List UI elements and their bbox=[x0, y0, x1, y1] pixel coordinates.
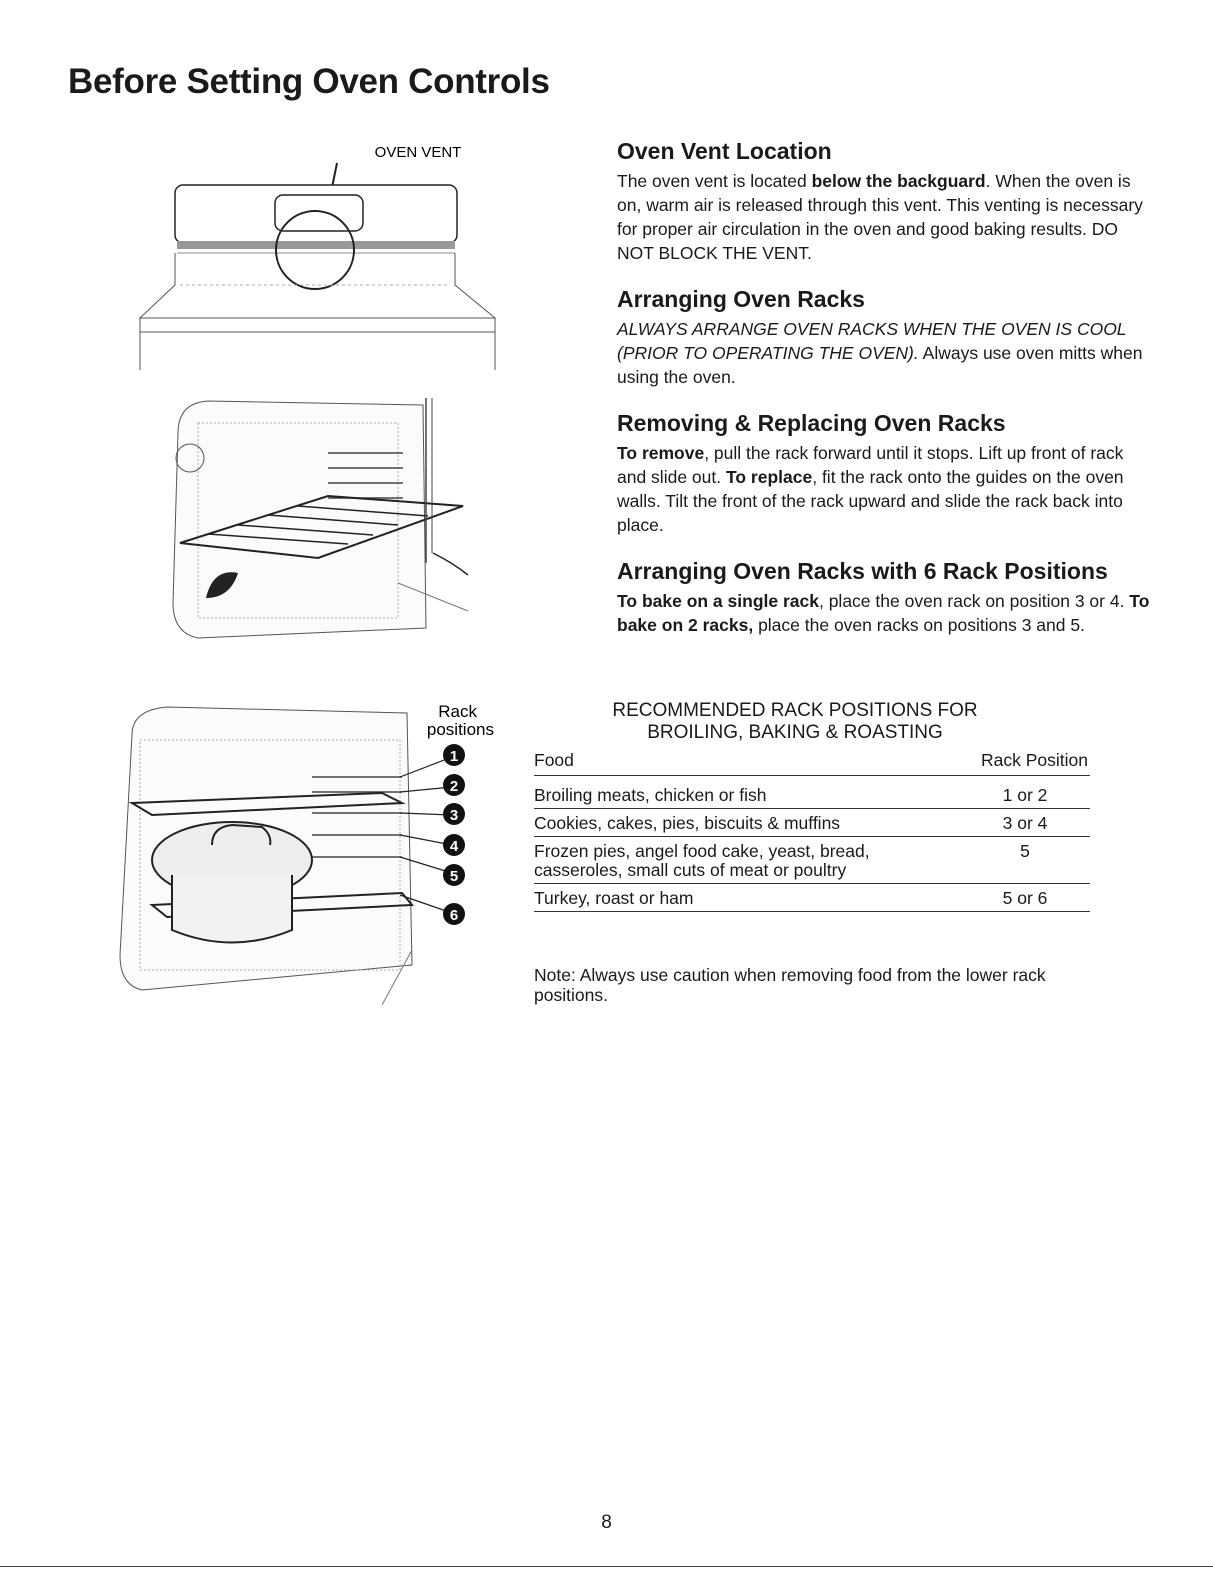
table-row bbox=[534, 837, 1090, 884]
rack-position-badges bbox=[443, 744, 465, 925]
rack-number-1: 1 bbox=[449, 748, 459, 765]
caution-note: Note: Always use caution when removing food from the lower rack positions. bbox=[534, 965, 1046, 1005]
six-positions-heading: Arranging Oven Racks with 6 Rack Positions bbox=[617, 558, 1108, 584]
table-row bbox=[534, 776, 1090, 809]
six-positions-body: To bake on a single rack, place the oven rack on position 3 or 4. To bake on 2 racks, place the oven racks on positions 3 and 5. bbox=[617, 591, 1150, 635]
rack-number-6: 6 bbox=[449, 907, 459, 924]
rack-label-line1: Rack bbox=[438, 702, 477, 721]
vent-body: The oven vent is located below the backguard. When the oven is on, warm air is released through this vent. This venting is necessary for proper air circulation in the oven and good baking results. DO NOT BLOCK THE VENT. bbox=[617, 171, 1143, 263]
page-title: Before Setting Oven Controls bbox=[68, 62, 550, 101]
removing-section bbox=[617, 410, 1157, 537]
table-row bbox=[534, 809, 1090, 837]
table-title bbox=[560, 700, 1030, 744]
rack-removal-illustration bbox=[168, 393, 473, 648]
removing-body: To remove, pull the rack forward until it stops. Lift up front of rack and slide out. To replace, fit the rack onto the guides on the oven walls. Tilt the front of the rack upward and slide the rack back into place. bbox=[617, 443, 1124, 535]
position-cell: 3 or 4 bbox=[960, 809, 1090, 837]
page-number: 8 bbox=[601, 1512, 612, 1533]
rack-position-table bbox=[534, 748, 1090, 912]
position-cell: 1 or 2 bbox=[960, 776, 1090, 809]
vent-heading: Oven Vent Location bbox=[617, 138, 832, 164]
vent-section bbox=[617, 138, 1157, 265]
bottom-rule bbox=[0, 1566, 1213, 1567]
column-header-rack-position: Rack Position bbox=[960, 748, 1090, 776]
food-cell: Turkey, roast or ham bbox=[534, 884, 960, 912]
table-title-line1: RECOMMENDED RACK POSITIONS FOR bbox=[612, 700, 978, 721]
food-cell: Broiling meats, chicken or fish bbox=[534, 776, 960, 809]
column-header-food: Food bbox=[534, 748, 960, 776]
food-cell: Cookies, cakes, pies, biscuits & muffins bbox=[534, 809, 960, 837]
table-row bbox=[534, 884, 1090, 912]
rack-label-line2: positions bbox=[426, 720, 494, 739]
position-cell: 5 bbox=[960, 837, 1090, 884]
rack-number-3: 3 bbox=[449, 807, 459, 824]
oven-vent-illustration bbox=[130, 135, 510, 370]
arranging-body: ALWAYS ARRANGE OVEN RACKS WHEN THE OVEN IS COOL (PRIOR TO OPERATING THE OVEN). Always use oven mitts when using the oven. bbox=[617, 319, 1143, 387]
arranging-section bbox=[617, 286, 1157, 389]
position-cell: 5 or 6 bbox=[960, 884, 1090, 912]
rack-number-2: 2 bbox=[449, 778, 459, 795]
six-positions-section bbox=[617, 558, 1157, 637]
rack-number-5: 5 bbox=[449, 868, 459, 885]
rack-positions-illustration bbox=[112, 695, 502, 1007]
oven-vent-label: OVEN VENT bbox=[374, 144, 462, 161]
arranging-heading: Arranging Oven Racks bbox=[617, 286, 865, 312]
food-cell: Frozen pies, angel food cake, yeast, bread, casseroles, small cuts of meat or poultry bbox=[534, 837, 960, 884]
table-header-row bbox=[534, 748, 1090, 776]
table-title-line2: BROILING, BAKING & ROASTING bbox=[647, 722, 943, 743]
removing-heading: Removing & Replacing Oven Racks bbox=[617, 410, 1006, 436]
rack-number-4: 4 bbox=[449, 838, 459, 855]
